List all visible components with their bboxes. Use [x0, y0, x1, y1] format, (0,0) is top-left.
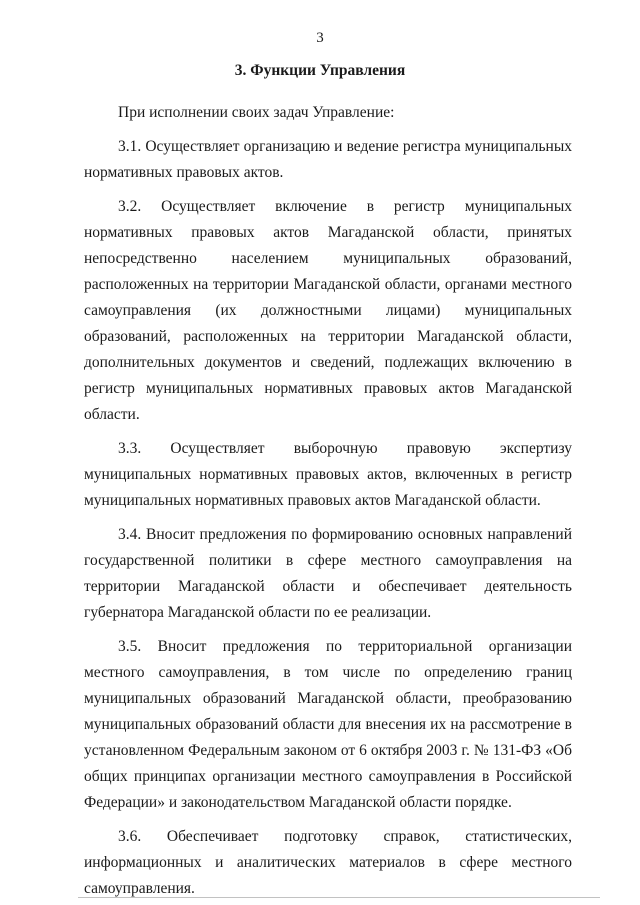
document-body: [84, 100, 572, 902]
section-heading: 3. Функции Управления: [234, 62, 406, 79]
intro-paragraph: При исполнении своих задач Управление:: [118, 104, 395, 121]
scan-edge-line: [78, 897, 600, 898]
page-number: 3: [316, 30, 324, 46]
paragraph-3-4: 3.4. Вносит предложения по формированию основных направлений государственной политики в сфере местного самоуправления на территории Магаданской области и обеспечивает деятельность губернатора Магаданской области по ее реализации.: [84, 526, 572, 621]
paragraph-3-5: 3.5. Вносит предложения по территориальной организации местного самоуправления, в том числе по определению границ муниципальных образований Магаданской области, преобразованию муниципальных образований области для внесения их на рассмотрение в установленном Федеральным законом от 6 октября 2003 г. № 131-ФЗ «Об общих принципах организации местного самоуправления в Российской Федерации» и законодательством Магаданской области порядке.: [84, 638, 572, 811]
paragraph-3-6: 3.6. Обеспечивает подготовку справок, статистических, информационных и аналитических материалов в сфере местного самоуправления.: [84, 828, 572, 897]
paragraph-3-2: 3.2. Осуществляет включение в регистр муниципальных нормативных правовых актов Магаданской области, принятых непосредственно населением муниципальных образований, расположенных на территории Магаданской области, органами местного самоуправления (их должностными лицами) муниципальных образований, расположенных на территории Магаданской области, дополнительных документов и сведений, подлежащих включению в регистр муниципальных нормативных правовых актов Магаданской области.: [84, 198, 572, 423]
paragraph-3-1: 3.1. Осуществляет организацию и ведение регистра муниципальных нормативных правовых актов.: [84, 138, 572, 181]
paragraph-3-3: 3.3. Осуществляет выборочную правовую экспертизу муниципальных нормативных правовых актов, включенных в регистр муниципальных нормативных правовых актов Магаданской области.: [84, 440, 572, 509]
